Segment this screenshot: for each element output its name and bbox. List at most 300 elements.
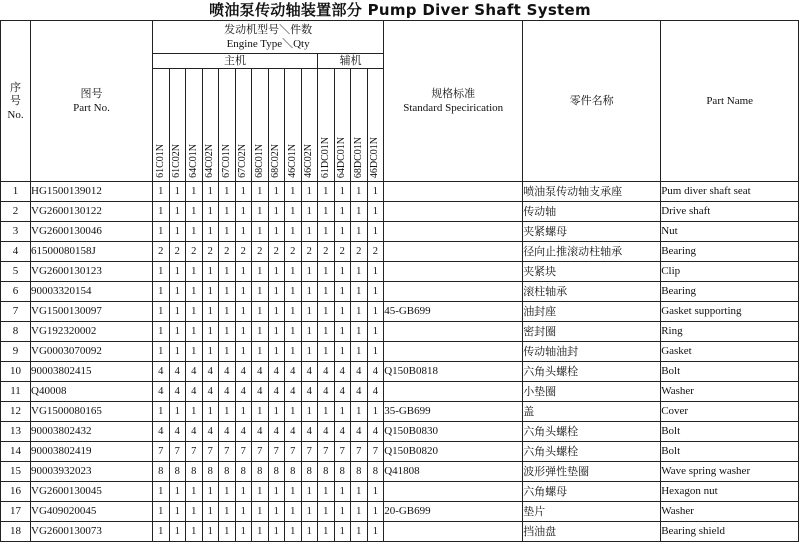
- engine-model-header: [334, 69, 351, 182]
- qty-cell: 1: [169, 282, 186, 302]
- qty-cell: 1: [301, 502, 318, 522]
- qty-cell: 4: [219, 382, 236, 402]
- qty-cell: 1: [285, 502, 302, 522]
- qty-cell: 4: [301, 422, 318, 442]
- qty-cell: 8: [219, 462, 236, 482]
- qty-cell: 1: [285, 222, 302, 242]
- qty-cell: 1: [219, 342, 236, 362]
- qty-cell: 4: [367, 382, 384, 402]
- qty-cell: 7: [334, 442, 351, 462]
- part-name-cn: 六角螺母: [523, 482, 661, 502]
- qty-cell: 1: [252, 182, 269, 202]
- part-name-en: Hexagon nut: [661, 482, 799, 502]
- qty-cell: 1: [268, 482, 285, 502]
- qty-cell: 4: [252, 362, 269, 382]
- qty-cell: 2: [252, 242, 269, 262]
- qty-cell: 4: [153, 382, 170, 402]
- qty-cell: 8: [367, 462, 384, 482]
- engine-model-header: [235, 69, 252, 182]
- spec-cell: [384, 482, 523, 502]
- engine-model-label: 68DC01N: [352, 136, 364, 178]
- qty-cell: 1: [153, 322, 170, 342]
- qty-cell: 4: [318, 362, 335, 382]
- part-name-cn: 密封圈: [523, 322, 661, 342]
- qty-cell: 1: [235, 342, 252, 362]
- qty-cell: 1: [186, 482, 203, 502]
- spec-cell: [384, 262, 523, 282]
- qty-cell: 1: [235, 322, 252, 342]
- qty-cell: 1: [169, 322, 186, 342]
- qty-cell: 1: [351, 282, 368, 302]
- row-number: 16: [1, 482, 31, 502]
- part-name-cn: 滚柱轴承: [523, 282, 661, 302]
- header-main-engine: 主机: [153, 54, 318, 69]
- qty-cell: 4: [351, 382, 368, 402]
- qty-cell: 1: [252, 202, 269, 222]
- qty-cell: 1: [252, 262, 269, 282]
- qty-cell: 1: [367, 342, 384, 362]
- qty-cell: 1: [351, 262, 368, 282]
- qty-cell: 1: [268, 322, 285, 342]
- qty-cell: 4: [202, 422, 219, 442]
- qty-cell: 1: [367, 282, 384, 302]
- qty-cell: 1: [169, 262, 186, 282]
- qty-cell: 1: [202, 502, 219, 522]
- qty-cell: 1: [285, 322, 302, 342]
- qty-cell: 1: [169, 522, 186, 542]
- part-name-cn: 波形弹性垫圈: [523, 462, 661, 482]
- row-number: 9: [1, 342, 31, 362]
- qty-cell: 4: [334, 382, 351, 402]
- qty-cell: 1: [219, 522, 236, 542]
- qty-cell: 1: [202, 182, 219, 202]
- part-name-cn: 夹紧螺母: [523, 222, 661, 242]
- qty-cell: 8: [301, 462, 318, 482]
- qty-cell: 2: [301, 242, 318, 262]
- qty-cell: 4: [318, 382, 335, 402]
- row-number: 8: [1, 322, 31, 342]
- part-name-cn: 油封座: [523, 302, 661, 322]
- part-name-en: Gasket supporting: [661, 302, 799, 322]
- qty-cell: 1: [351, 322, 368, 342]
- qty-cell: 1: [268, 522, 285, 542]
- qty-cell: 4: [268, 362, 285, 382]
- table-row: [1, 502, 799, 522]
- qty-cell: 4: [268, 382, 285, 402]
- qty-cell: 4: [318, 422, 335, 442]
- qty-cell: 1: [153, 182, 170, 202]
- qty-cell: 1: [367, 502, 384, 522]
- qty-cell: 1: [367, 222, 384, 242]
- qty-cell: 1: [252, 282, 269, 302]
- qty-cell: 1: [219, 282, 236, 302]
- part-number: 90003320154: [31, 282, 153, 302]
- part-name-en: Washer: [661, 502, 799, 522]
- engine-model-header: [169, 69, 186, 182]
- part-name-en: Bolt: [661, 422, 799, 442]
- qty-cell: 1: [301, 202, 318, 222]
- qty-cell: 4: [235, 382, 252, 402]
- qty-cell: 4: [153, 362, 170, 382]
- spec-cell: [384, 222, 523, 242]
- qty-cell: 7: [235, 442, 252, 462]
- qty-cell: 1: [153, 522, 170, 542]
- engine-model-header: [268, 69, 285, 182]
- engine-model-header: [367, 69, 384, 182]
- table-row: [1, 262, 799, 282]
- row-number: 10: [1, 362, 31, 382]
- qty-cell: 4: [202, 382, 219, 402]
- qty-cell: 1: [268, 182, 285, 202]
- qty-cell: 1: [318, 482, 335, 502]
- qty-cell: 1: [153, 202, 170, 222]
- qty-cell: 1: [169, 302, 186, 322]
- qty-cell: 1: [235, 302, 252, 322]
- row-number: 11: [1, 382, 31, 402]
- qty-cell: 4: [334, 422, 351, 442]
- qty-cell: 1: [285, 522, 302, 542]
- qty-cell: 4: [301, 362, 318, 382]
- qty-cell: 1: [318, 202, 335, 222]
- table-body: [1, 182, 799, 542]
- qty-cell: 2: [285, 242, 302, 262]
- qty-cell: 1: [285, 302, 302, 322]
- qty-cell: 8: [186, 462, 203, 482]
- qty-cell: 4: [153, 422, 170, 442]
- part-name-en: Cover: [661, 402, 799, 422]
- qty-cell: 8: [318, 462, 335, 482]
- spec-cell: Q41808: [384, 462, 523, 482]
- header-seq: [1, 21, 31, 182]
- qty-cell: 1: [153, 282, 170, 302]
- qty-cell: 1: [153, 222, 170, 242]
- qty-cell: 4: [268, 422, 285, 442]
- qty-cell: 1: [235, 402, 252, 422]
- qty-cell: 4: [219, 422, 236, 442]
- engine-model-label: 46C01N: [286, 144, 298, 178]
- part-number: 90003802432: [31, 422, 153, 442]
- part-name-cn: 喷油泵传动轴支承座: [523, 182, 661, 202]
- part-number: 90003802415: [31, 362, 153, 382]
- qty-cell: 1: [219, 322, 236, 342]
- part-number: VG0003070092: [31, 342, 153, 362]
- qty-cell: 1: [351, 302, 368, 322]
- row-number: 4: [1, 242, 31, 262]
- qty-cell: 1: [367, 182, 384, 202]
- qty-cell: 4: [285, 382, 302, 402]
- table-row: [1, 422, 799, 442]
- qty-cell: 1: [186, 282, 203, 302]
- engine-model-header: [219, 69, 236, 182]
- part-name-cn: 径向止推滚动柱轴承: [523, 242, 661, 262]
- part-number: VG2600130123: [31, 262, 153, 282]
- qty-cell: 1: [268, 502, 285, 522]
- qty-cell: 7: [252, 442, 269, 462]
- qty-cell: 4: [285, 362, 302, 382]
- part-name-cn: 盖: [523, 402, 661, 422]
- qty-cell: 1: [268, 282, 285, 302]
- qty-cell: 1: [334, 282, 351, 302]
- qty-cell: 1: [252, 222, 269, 242]
- qty-cell: 8: [252, 462, 269, 482]
- qty-cell: 4: [252, 422, 269, 442]
- qty-cell: 1: [318, 282, 335, 302]
- qty-cell: 1: [186, 222, 203, 242]
- engine-model-label: 68C01N: [253, 144, 265, 178]
- row-number: 12: [1, 402, 31, 422]
- engine-model-header: [186, 69, 203, 182]
- qty-cell: 1: [367, 522, 384, 542]
- spec-cell: Q150B0830: [384, 422, 523, 442]
- part-name-en: Bearing: [661, 242, 799, 262]
- qty-cell: 1: [153, 342, 170, 362]
- qty-cell: 1: [334, 342, 351, 362]
- qty-cell: 1: [219, 482, 236, 502]
- table-row: [1, 442, 799, 462]
- qty-cell: 1: [219, 302, 236, 322]
- engine-model-label: 64DC01N: [336, 136, 348, 178]
- qty-cell: 1: [318, 222, 335, 242]
- qty-cell: 4: [367, 422, 384, 442]
- part-name-cn: 六角头螺栓: [523, 442, 661, 462]
- qty-cell: 1: [318, 302, 335, 322]
- qty-cell: 4: [351, 422, 368, 442]
- qty-cell: 1: [252, 322, 269, 342]
- qty-cell: 1: [186, 302, 203, 322]
- qty-cell: 1: [334, 522, 351, 542]
- qty-cell: 1: [235, 202, 252, 222]
- part-name-cn: 六角头螺栓: [523, 362, 661, 382]
- qty-cell: 1: [186, 502, 203, 522]
- qty-cell: 1: [318, 502, 335, 522]
- qty-cell: 1: [202, 482, 219, 502]
- qty-cell: 1: [202, 322, 219, 342]
- qty-cell: 1: [351, 182, 368, 202]
- qty-cell: 1: [334, 402, 351, 422]
- table-header: [1, 21, 799, 182]
- qty-cell: 1: [268, 222, 285, 242]
- part-number: VG409020045: [31, 502, 153, 522]
- spec-cell: [384, 282, 523, 302]
- part-number: 90003802419: [31, 442, 153, 462]
- qty-cell: 7: [268, 442, 285, 462]
- header-spec-en: Standard Specirication: [403, 102, 504, 114]
- part-name-en: Nut: [661, 222, 799, 242]
- qty-cell: 8: [285, 462, 302, 482]
- qty-cell: 1: [351, 482, 368, 502]
- qty-cell: 1: [202, 302, 219, 322]
- spec-cell: [384, 322, 523, 342]
- part-number: VG1500130097: [31, 302, 153, 322]
- qty-cell: 1: [351, 222, 368, 242]
- table-row: [1, 322, 799, 342]
- qty-cell: 1: [235, 182, 252, 202]
- qty-cell: 1: [301, 342, 318, 362]
- qty-cell: 4: [252, 382, 269, 402]
- qty-cell: 1: [169, 222, 186, 242]
- qty-cell: 7: [318, 442, 335, 462]
- part-name-en: Drive shaft: [661, 202, 799, 222]
- qty-cell: 1: [301, 262, 318, 282]
- qty-cell: 1: [285, 182, 302, 202]
- part-name-en: Gasket: [661, 342, 799, 362]
- table-row: [1, 522, 799, 542]
- part-name-cn: 夹紧块: [523, 262, 661, 282]
- qty-cell: 1: [301, 282, 318, 302]
- engine-model-label: 61C02N: [171, 144, 183, 178]
- qty-cell: 1: [268, 202, 285, 222]
- part-number: Q40008: [31, 382, 153, 402]
- part-number: VG2600130046: [31, 222, 153, 242]
- qty-cell: 8: [334, 462, 351, 482]
- qty-cell: 1: [202, 222, 219, 242]
- qty-cell: 1: [301, 482, 318, 502]
- qty-cell: 1: [252, 302, 269, 322]
- spec-cell: [384, 182, 523, 202]
- qty-cell: 4: [169, 382, 186, 402]
- qty-cell: 1: [301, 402, 318, 422]
- table-row: [1, 282, 799, 302]
- qty-cell: 1: [334, 262, 351, 282]
- spec-cell: [384, 382, 523, 402]
- part-number: VG2600130122: [31, 202, 153, 222]
- part-name-cn: 传动轴: [523, 202, 661, 222]
- qty-cell: 1: [169, 202, 186, 222]
- qty-cell: 1: [334, 202, 351, 222]
- qty-cell: 1: [367, 322, 384, 342]
- qty-cell: 2: [169, 242, 186, 262]
- engine-model-header: [252, 69, 269, 182]
- qty-cell: 1: [169, 482, 186, 502]
- qty-cell: 1: [268, 342, 285, 362]
- header-spec-cn: 规格标准: [431, 87, 476, 100]
- qty-cell: 1: [318, 342, 335, 362]
- qty-cell: 2: [235, 242, 252, 262]
- qty-cell: 1: [169, 502, 186, 522]
- engine-model-header: [285, 69, 302, 182]
- engine-model-label: 67C01N: [220, 144, 232, 178]
- spec-cell: 45-GB699: [384, 302, 523, 322]
- header-part-name-cn: 零件名称: [523, 21, 661, 182]
- qty-cell: 4: [186, 422, 203, 442]
- qty-cell: 1: [334, 222, 351, 242]
- qty-cell: 7: [285, 442, 302, 462]
- qty-cell: 1: [301, 182, 318, 202]
- qty-cell: 1: [202, 522, 219, 542]
- header-part-no: [31, 21, 153, 182]
- qty-cell: 2: [334, 242, 351, 262]
- qty-cell: 7: [301, 442, 318, 462]
- qty-cell: 1: [202, 262, 219, 282]
- qty-cell: 1: [252, 402, 269, 422]
- engine-model-label: 64C02N: [204, 144, 216, 178]
- qty-cell: 2: [202, 242, 219, 262]
- qty-cell: 2: [186, 242, 203, 262]
- qty-cell: 1: [334, 302, 351, 322]
- qty-cell: 4: [202, 362, 219, 382]
- part-name-en: Clip: [661, 262, 799, 282]
- qty-cell: 2: [268, 242, 285, 262]
- row-number: 2: [1, 202, 31, 222]
- qty-cell: 1: [285, 262, 302, 282]
- qty-cell: 1: [268, 262, 285, 282]
- qty-cell: 8: [268, 462, 285, 482]
- qty-cell: 4: [351, 362, 368, 382]
- qty-cell: 7: [219, 442, 236, 462]
- engine-model-label: 46C02N: [303, 144, 315, 178]
- spec-cell: Q150B0820: [384, 442, 523, 462]
- engine-model-label: 64C01N: [187, 144, 199, 178]
- qty-cell: 1: [153, 482, 170, 502]
- table-row: [1, 402, 799, 422]
- engine-model-label: 67C02N: [237, 144, 249, 178]
- qty-cell: 1: [318, 522, 335, 542]
- qty-cell: 8: [169, 462, 186, 482]
- qty-cell: 1: [318, 262, 335, 282]
- qty-cell: 1: [202, 342, 219, 362]
- row-number: 13: [1, 422, 31, 442]
- qty-cell: 1: [202, 202, 219, 222]
- qty-cell: 1: [219, 402, 236, 422]
- qty-cell: 1: [252, 342, 269, 362]
- qty-cell: 1: [219, 262, 236, 282]
- qty-cell: 1: [186, 322, 203, 342]
- part-number: VG1500080165: [31, 402, 153, 422]
- page-title: 喷油泵传动轴装置部分 Pump Diver Shaft System: [209, 1, 591, 19]
- qty-cell: 1: [318, 182, 335, 202]
- part-number: 90003932023: [31, 462, 153, 482]
- qty-cell: 1: [186, 402, 203, 422]
- qty-cell: 1: [367, 202, 384, 222]
- qty-cell: 2: [318, 242, 335, 262]
- qty-cell: 1: [334, 502, 351, 522]
- qty-cell: 4: [169, 362, 186, 382]
- parts-table: [0, 20, 799, 542]
- qty-cell: 2: [367, 242, 384, 262]
- table-row: [1, 382, 799, 402]
- spec-cell: 35-GB699: [384, 402, 523, 422]
- qty-cell: 1: [301, 302, 318, 322]
- header-part-no-cn: 图号: [80, 87, 103, 100]
- table-row: [1, 222, 799, 242]
- qty-cell: 8: [202, 462, 219, 482]
- qty-cell: 4: [186, 382, 203, 402]
- qty-cell: 7: [186, 442, 203, 462]
- row-number: 1: [1, 182, 31, 202]
- header-engine-type-en: Engine Type＼Qty: [226, 38, 310, 50]
- part-name-en: Ring: [661, 322, 799, 342]
- qty-cell: 1: [186, 182, 203, 202]
- spec-cell: [384, 202, 523, 222]
- qty-cell: 1: [285, 282, 302, 302]
- part-name-en: Pum diver shaft seat: [661, 182, 799, 202]
- qty-cell: 1: [186, 522, 203, 542]
- qty-cell: 2: [351, 242, 368, 262]
- header-aux-engine: 辅机: [318, 54, 384, 69]
- qty-cell: 1: [219, 202, 236, 222]
- part-number: 61500080158J: [31, 242, 153, 262]
- qty-cell: 4: [235, 422, 252, 442]
- part-name-en: Washer: [661, 382, 799, 402]
- engine-model-header: [301, 69, 318, 182]
- spec-cell: Q150B0818: [384, 362, 523, 382]
- header-part-no-en: Part No.: [73, 102, 110, 114]
- engine-model-label: 61DC01N: [319, 136, 331, 178]
- spec-cell: [384, 342, 523, 362]
- part-number: VG2600130045: [31, 482, 153, 502]
- engine-model-label: 46DC01N: [369, 136, 381, 178]
- qty-cell: 1: [318, 322, 335, 342]
